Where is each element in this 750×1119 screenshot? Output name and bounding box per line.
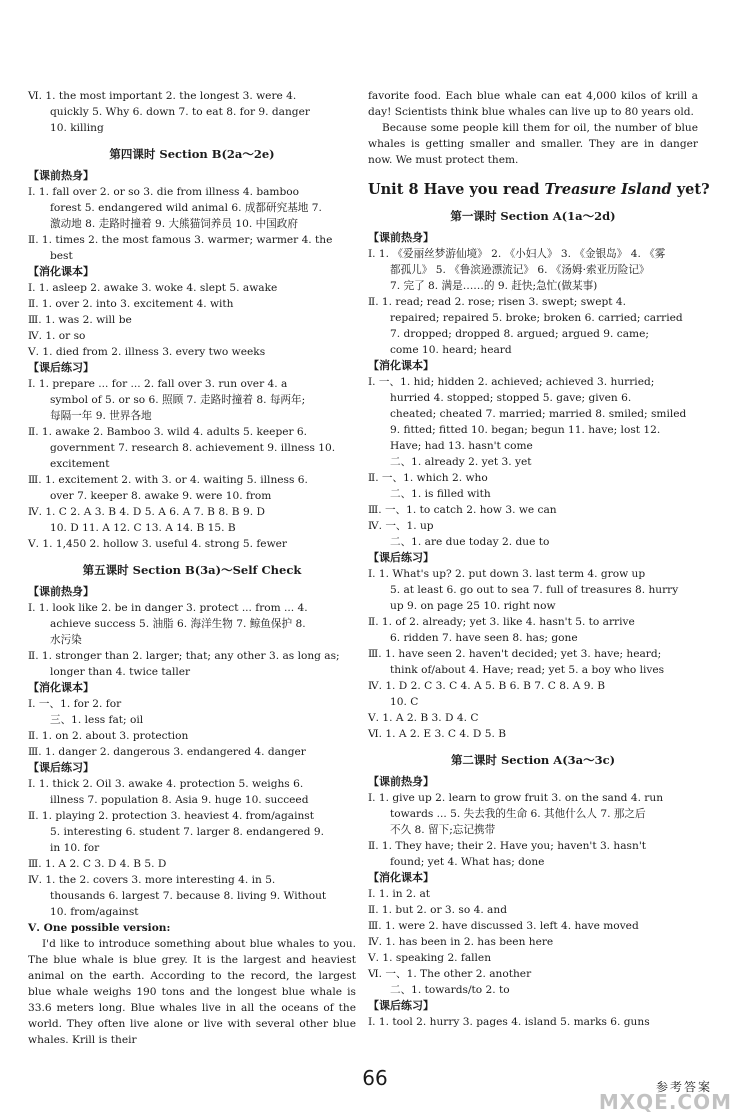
answer-line: excitement: [50, 458, 110, 470]
footer-label: 参考答案: [655, 1080, 712, 1094]
answer-line: repaired; repaired 5. broke; broken 6. carried; carried: [390, 312, 683, 324]
left-column: [28, 88, 356, 1048]
essay-paragraph-2: Because some people kill them for oil, the number of blue whales is getting smaller and smaller. They are in danger now. We must protect them.: [368, 122, 698, 166]
page-number: 66: [362, 1066, 388, 1090]
answer-line: 三、1. less fat; oil: [50, 714, 144, 726]
answer-line: 10. D 11. A 12. C 13. A 14. B 15. B: [50, 522, 236, 534]
answer-line: Ⅳ. 1. has been in 2. has been here: [368, 936, 554, 948]
answer-line: Ⅵ. 1. A 2. E 3. C 4. D 5. B: [368, 728, 507, 740]
answer-line: 10. C: [390, 696, 419, 708]
answer-line: Ⅰ. 1. in 2. at: [368, 888, 431, 900]
answer-line: Ⅰ. 1. asleep 2. awake 3. woke 4. slept 5. awake: [28, 282, 278, 294]
answer-line: 7. dropped; dropped 8. argued; argued 9. came;: [390, 328, 649, 340]
answer-line: found; yet 4. What has; done: [390, 856, 545, 868]
block-label: 【消化课本】: [368, 359, 434, 372]
section-heading: 第二课时 Section A(3a～3c): [450, 753, 616, 767]
answer-line: Ⅰ. 1. fall over 2. or so 3. die from illness 4. bamboo: [28, 186, 300, 198]
answer-line: Ⅵ. 1. the most important 2. the longest 3. were 4.: [28, 90, 297, 102]
unit-title: [368, 181, 710, 198]
answer-line: 水污染: [50, 634, 82, 646]
block-label: 【课后练习】: [368, 999, 434, 1012]
answer-line: Ⅴ. 1. died from 2. illness 3. every two weeks: [28, 346, 266, 358]
answer-line: forest 5. endangered wild animal 6. 成都研究基地 7.: [50, 202, 322, 214]
essay-paragraph-continued: favorite food. Each blue whale can eat 4,000 kilos of krill a day! Scientists think blue whales can live up to 80 years old.: [368, 90, 698, 118]
answer-line: Ⅱ. 1. playing 2. protection 3. heaviest 4. from/against: [28, 810, 314, 822]
answer-line: Ⅲ. 1. have seen 2. haven't decided; yet 3. have; heard;: [368, 648, 662, 660]
answer-line: Ⅴ. 1. 1,450 2. hollow 3. useful 4. strong 5. fewer: [28, 538, 287, 550]
answer-line: Ⅱ. 1. read; read 2. rose; risen 3. swept; swept 4.: [368, 296, 626, 308]
answer-line: Ⅱ. 1. times 2. the most famous 3. warmer; warmer 4. the: [28, 234, 333, 246]
answer-line: best: [50, 250, 73, 262]
answer-line: Ⅳ. 一、1. up: [368, 520, 434, 532]
answer-line: hurried 4. stopped; stopped 5. gave; given 6.: [390, 392, 632, 404]
answer-line: come 10. heard; heard: [390, 344, 512, 356]
answer-line: 6. ridden 7. have seen 8. has; gone: [390, 632, 578, 644]
block-label: 【课前热身】: [28, 585, 94, 598]
block-label: 【消化课本】: [368, 871, 434, 884]
answer-line: Ⅰ. 1. What's up? 2. put down 3. last term 4. grow up: [368, 568, 646, 580]
answer-line: Ⅰ. 一、1. hid; hidden 2. achieved; achieved 3. hurried;: [368, 376, 655, 388]
unit-book-title: Treasure Island: [544, 181, 672, 198]
answer-line: 二、1. towards/to 2. to: [390, 984, 510, 996]
answer-line: Ⅴ. 1. A 2. B 3. D 4. C: [368, 712, 479, 724]
block-label: 【课后练习】: [28, 761, 94, 774]
block-label: 【消化课本】: [28, 265, 94, 278]
section-heading: 第五课时 Section B(3a)～Self Check: [82, 563, 302, 577]
answer-line: 10. killing: [50, 122, 104, 134]
answer-line: Ⅰ. 1. prepare ... for ... 2. fall over 3. run over 4. a: [28, 378, 288, 390]
block-label: 【课前热身】: [368, 775, 434, 788]
answer-line: Ⅴ. One possible version:: [28, 922, 171, 934]
answer-line: achieve success 5. 油脂 6. 海洋生物 7. 鲸鱼保护 8.: [50, 618, 306, 630]
answer-line: Ⅲ. 1. A 2. C 3. D 4. B 5. D: [28, 858, 167, 870]
answer-line: 二、1. is filled with: [390, 488, 491, 500]
answer-line: Have; had 13. hasn't come: [390, 440, 533, 452]
answer-line: symbol of 5. or so 6. 照顾 7. 走路时撞着 8. 每两年;: [50, 394, 306, 406]
block-label: 【课前热身】: [28, 169, 94, 182]
answer-line: Ⅴ. 1. speaking 2. fallen: [368, 952, 492, 964]
answer-line: quickly 5. Why 6. down 7. to eat 8. for 9. danger: [50, 106, 310, 118]
block-label: 【课后练习】: [28, 361, 94, 374]
unit-title-text: Unit 8 Have you read: [368, 181, 545, 198]
answer-line: 二、1. already 2. yet 3. yet: [390, 456, 532, 468]
answer-line: Ⅳ. 1. D 2. C 3. C 4. A 5. B 6. B 7. C 8. A 9. B: [368, 680, 605, 692]
answer-line: Ⅰ. 1. tool 2. hurry 3. pages 4. island 5. marks 6. guns: [368, 1016, 650, 1028]
answer-line: Ⅲ. 一、1. to catch 2. how 3. we can: [368, 504, 557, 516]
block-label: 【课前热身】: [368, 231, 434, 244]
answer-line: 9. fitted; fitted 10. began; begun 11. have; lost 12.: [390, 424, 661, 436]
answer-line: 不久 8. 留下;忘记携带: [390, 824, 496, 836]
answer-line: illness 7. population 8. Asia 9. huge 10. succeed: [50, 794, 309, 806]
answer-line: Ⅱ. 一、1. which 2. who: [368, 472, 488, 484]
answer-line: Ⅱ. 1. but 2. or 3. so 4. and: [368, 904, 507, 916]
section-heading: 第一课时 Section A(1a～2d): [450, 209, 616, 223]
answer-line: 7. 完了 8. 满是……的 9. 赶快;急忙(做某事): [390, 280, 598, 292]
answer-line: Ⅰ. 1. give up 2. learn to grow fruit 3. on the sand 4. run: [368, 792, 664, 804]
answer-line: 二、1. are due today 2. due to: [390, 536, 550, 548]
answer-line: Ⅲ. 1. danger 2. dangerous 3. endangered 4. danger: [28, 746, 306, 758]
watermark-logo: MXQE.COM: [598, 1090, 732, 1114]
answer-line: Ⅱ. 1. stronger than 2. larger; that; any other 3. as long as;: [28, 650, 340, 662]
answer-line: in 10. for: [50, 842, 100, 854]
answer-line: 都孤儿》 5. 《鲁滨逊漂流记》 6. 《汤姆·索亚历险记》: [390, 264, 650, 276]
answer-line: Ⅱ. 1. awake 2. Bamboo 3. wild 4. adults 5. keeper 6.: [28, 426, 308, 438]
answer-line: Ⅰ. 1. 《爱丽丝梦游仙境》 2. 《小妇人》 3. 《金银岛》 4. 《雾: [368, 248, 666, 260]
right-column: [368, 88, 710, 1030]
essay-paragraph: I'd like to introduce something about blue whales to you. The blue whale is blue grey. It is the largest and heaviest animal on the earth. According to the record, the largest blue whale weighs 190 tons and the longest blue whale is 33.6 meters long. Blue whales live in all the oceans of the world. They often live alone or live with several other blue whales. Krill is their: [28, 938, 356, 1046]
answer-line: Ⅱ. 1. of 2. already; yet 3. like 4. hasn't 5. to arrive: [368, 616, 635, 628]
answer-line: thousands 6. largest 7. because 8. living 9. Without: [50, 890, 327, 902]
answer-line: cheated; cheated 7. married; married 8. smiled; smiled: [390, 408, 687, 420]
answer-line: over 7. keeper 8. awake 9. were 10. from: [50, 490, 272, 502]
answer-line: up 9. on page 25 10. right now: [390, 600, 556, 612]
answer-line: Ⅲ. 1. were 2. have discussed 3. left 4. have moved: [368, 920, 639, 932]
answer-line: Ⅱ. 1. on 2. about 3. protection: [28, 730, 189, 742]
section-heading: 第四课时 Section B(2a～2e): [109, 147, 275, 161]
answer-line: Ⅱ. 1. over 2. into 3. excitement 4. with: [28, 298, 234, 310]
answer-line: 5. interesting 6. student 7. larger 8. endangered 9.: [50, 826, 324, 838]
answer-line: Ⅲ. 1. excitement 2. with 3. or 4. waiting 5. illness 6.: [28, 474, 308, 486]
answer-line: longer than 4. twice taller: [50, 666, 191, 678]
answer-line: 10. from/against: [50, 906, 139, 918]
answer-line: Ⅰ. 一、1. for 2. for: [28, 698, 122, 710]
answer-line: Ⅵ. 一、1. The other 2. another: [368, 968, 532, 980]
block-label: 【消化课本】: [28, 681, 94, 694]
answer-line: Ⅰ. 1. look like 2. be in danger 3. protect ... from ... 4.: [28, 602, 308, 614]
answer-line: government 7. research 8. achievement 9. illness 10.: [50, 442, 336, 454]
answer-line: Ⅲ. 1. was 2. will be: [28, 314, 132, 326]
answer-line: 5. at least 6. go out to sea 7. full of treasures 8. hurry: [390, 584, 679, 596]
answer-line: Ⅱ. 1. They have; their 2. Have you; haven't 3. hasn't: [368, 840, 646, 852]
answer-line: towards ... 5. 失去我的生命 6. 其他什么人 7. 那之后: [390, 808, 646, 820]
unit-title-tail: yet?: [671, 181, 710, 198]
answer-line: think of/about 4. Have; read; yet 5. a boy who lives: [390, 664, 665, 676]
answer-line: Ⅳ. 1. or so: [28, 330, 86, 342]
answer-line: 每隔一年 9. 世界各地: [50, 410, 152, 422]
answer-line: 激动地 8. 走路时撞着 9. 大熊猫饲养员 10. 中国政府: [50, 218, 298, 230]
block-label: 【课后练习】: [368, 551, 434, 564]
answer-line: Ⅳ. 1. the 2. covers 3. more interesting 4. in 5.: [28, 874, 276, 886]
answer-line: Ⅰ. 1. thick 2. Oil 3. awake 4. protection 5. weighs 6.: [28, 778, 304, 790]
answer-line: Ⅳ. 1. C 2. A 3. B 4. D 5. A 6. A 7. B 8. B 9. D: [28, 506, 265, 518]
